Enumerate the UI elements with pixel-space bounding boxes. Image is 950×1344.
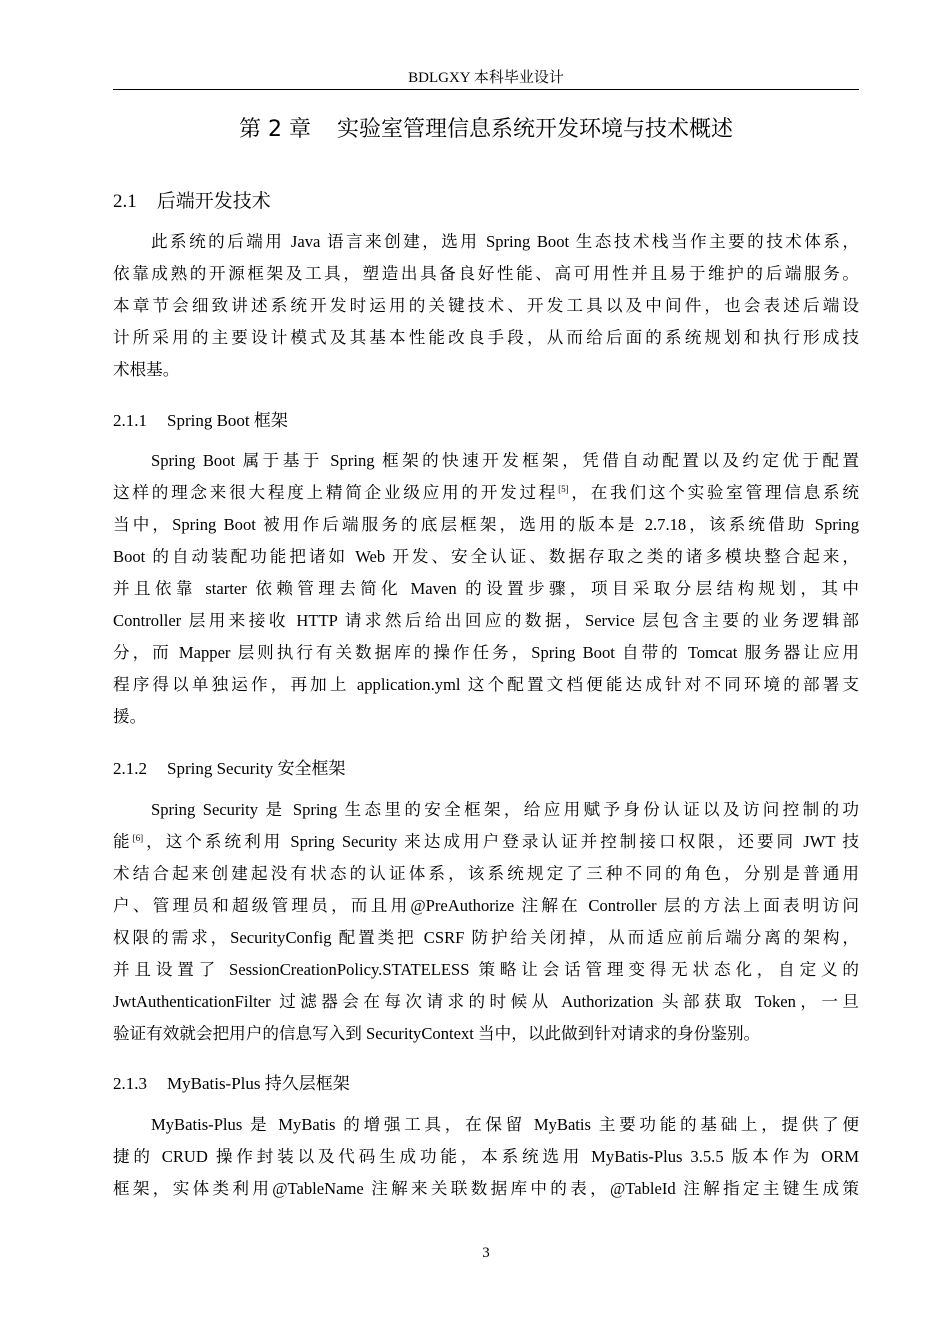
paragraph-2-1-1 (113, 445, 859, 733)
chapter-title (113, 114, 859, 146)
citation: [6] (132, 833, 144, 843)
paragraph-2-1-2 (113, 794, 859, 1050)
chapter-number: 第 2 章 (239, 117, 311, 142)
paragraph-2-1 (113, 226, 859, 386)
text-line: MyBatis-Plus 是 MyBatis 的增强工具，在保留 MyBatis 主要功能的基础上，提供了便 (151, 1115, 859, 1134)
citation: [5] (558, 484, 569, 494)
text-line: 户、管理员和超级管理员，而且用@PreAuthorize 注解在 Controller 层的方法上面表明访问 (113, 896, 859, 915)
text-line: 依靠成熟的开源框架及工具，塑造出具备良好性能、高可用性并且易于维护的后端服务。 (113, 264, 859, 283)
text-line: 分，而 Mapper 层则执行有关数据库的操作任务，Spring Boot 自带的 Tomcat 服务器让应用 (113, 643, 859, 662)
paragraph-2-1-3 (113, 1109, 859, 1205)
text-line: 并且设置了 SessionCreationPolicy.STATELESS 策略让会话管理变得无状态化，自定义的 (113, 960, 859, 979)
text-line: 这样的理念来很大程度上精简企业级应用的开发过程[5]，在我们这个实验室管理信息系统 (113, 483, 860, 502)
text-line: 此系统的后端用 Java 语言来创建，选用 Spring Boot 生态技术栈当作主要的技术体系， (151, 232, 859, 251)
text-line: 术根基。 (113, 360, 180, 379)
text-line: 框架，实体类利用@TableName 注解来关联数据库中的表，@TableId 注解指定主键生成策 (113, 1179, 859, 1198)
section-heading-2-1-1: 2.1.1 Spring Boot 框架 (113, 411, 288, 430)
text-line: 当中，Spring Boot 被用作后端服务的底层框架，选用的版本是 2.7.18，该系统借助 Spring (113, 515, 859, 534)
text-line: Spring Security 是 Spring 生态里的安全框架，给应用赋予身份认证以及访问控制的功 (151, 800, 859, 819)
chapter-title-text: 实验室管理信息系统开发环境与技术概述 (336, 117, 733, 142)
text-line: Spring Boot 属于基于 Spring 框架的快速开发框架，凭借自动配置以及约定优于配置 (151, 451, 859, 470)
text-line: 程序得以单独运作，再加上 application.yml 这个配置文档便能达成针对不同环境的部署支 (113, 675, 859, 694)
page-number: 3 (482, 1245, 490, 1261)
header-rule (113, 89, 859, 90)
text-line: 验证有效就会把用户的信息写入到 SecurityContext 当中，以此做到针对请求的身份鉴别。 (113, 1024, 761, 1043)
text-line: 能[6]，这个系统利用 Spring Security 来达成用户登录认证并控制接口权限，还要同 JWT 技 (113, 832, 860, 851)
text-line: 援。 (113, 707, 147, 726)
text-line: 权限的需求，SecurityConfig 配置类把 CSRF 防护给关闭掉，从而适应前后端分离的架构， (113, 928, 859, 947)
section-heading-2-1-3: 2.1.3 MyBatis-Plus 持久层框架 (113, 1074, 350, 1093)
text-line: Controller 层用来接收 HTTP 请求然后给出回应的数据，Service 层包含主要的业务逻辑部 (113, 611, 859, 630)
text-line: Boot 的自动装配功能把诸如 Web 开发、安全认证、数据存取之类的诸多模块整合起来， (113, 547, 859, 566)
section-heading-2-1-2: 2.1.2 Spring Security 安全框架 (113, 759, 346, 778)
text-line: 本章节会细致讲述系统开发时运用的关键技术、开发工具以及中间件，也会表述后端设 (113, 296, 859, 315)
text-line: 术结合起来创建起没有状态的认证体系，该系统规定了三种不同的角色，分别是普通用 (113, 864, 859, 883)
text-line: JwtAuthenticationFilter 过滤器会在每次请求的时候从 Authorization 头部获取 Token，一旦 (113, 992, 859, 1011)
section-heading-2-1: 2.1 后端开发技术 (113, 190, 271, 212)
text-line: 并且依靠 starter 依赖管理去简化 Maven 的设置步骤，项目采取分层结构规划，其中 (113, 579, 859, 598)
text-line: 计所采用的主要设计模式及其基本性能改良手段，从而给后面的系统规划和执行形成技 (113, 328, 859, 347)
text-line: 捷的 CRUD 操作封装以及代码生成功能，本系统选用 MyBatis-Plus 3.5.5 版本作为 ORM (113, 1147, 859, 1166)
page-header: BDLGXY 本科毕业设计 (408, 70, 564, 86)
